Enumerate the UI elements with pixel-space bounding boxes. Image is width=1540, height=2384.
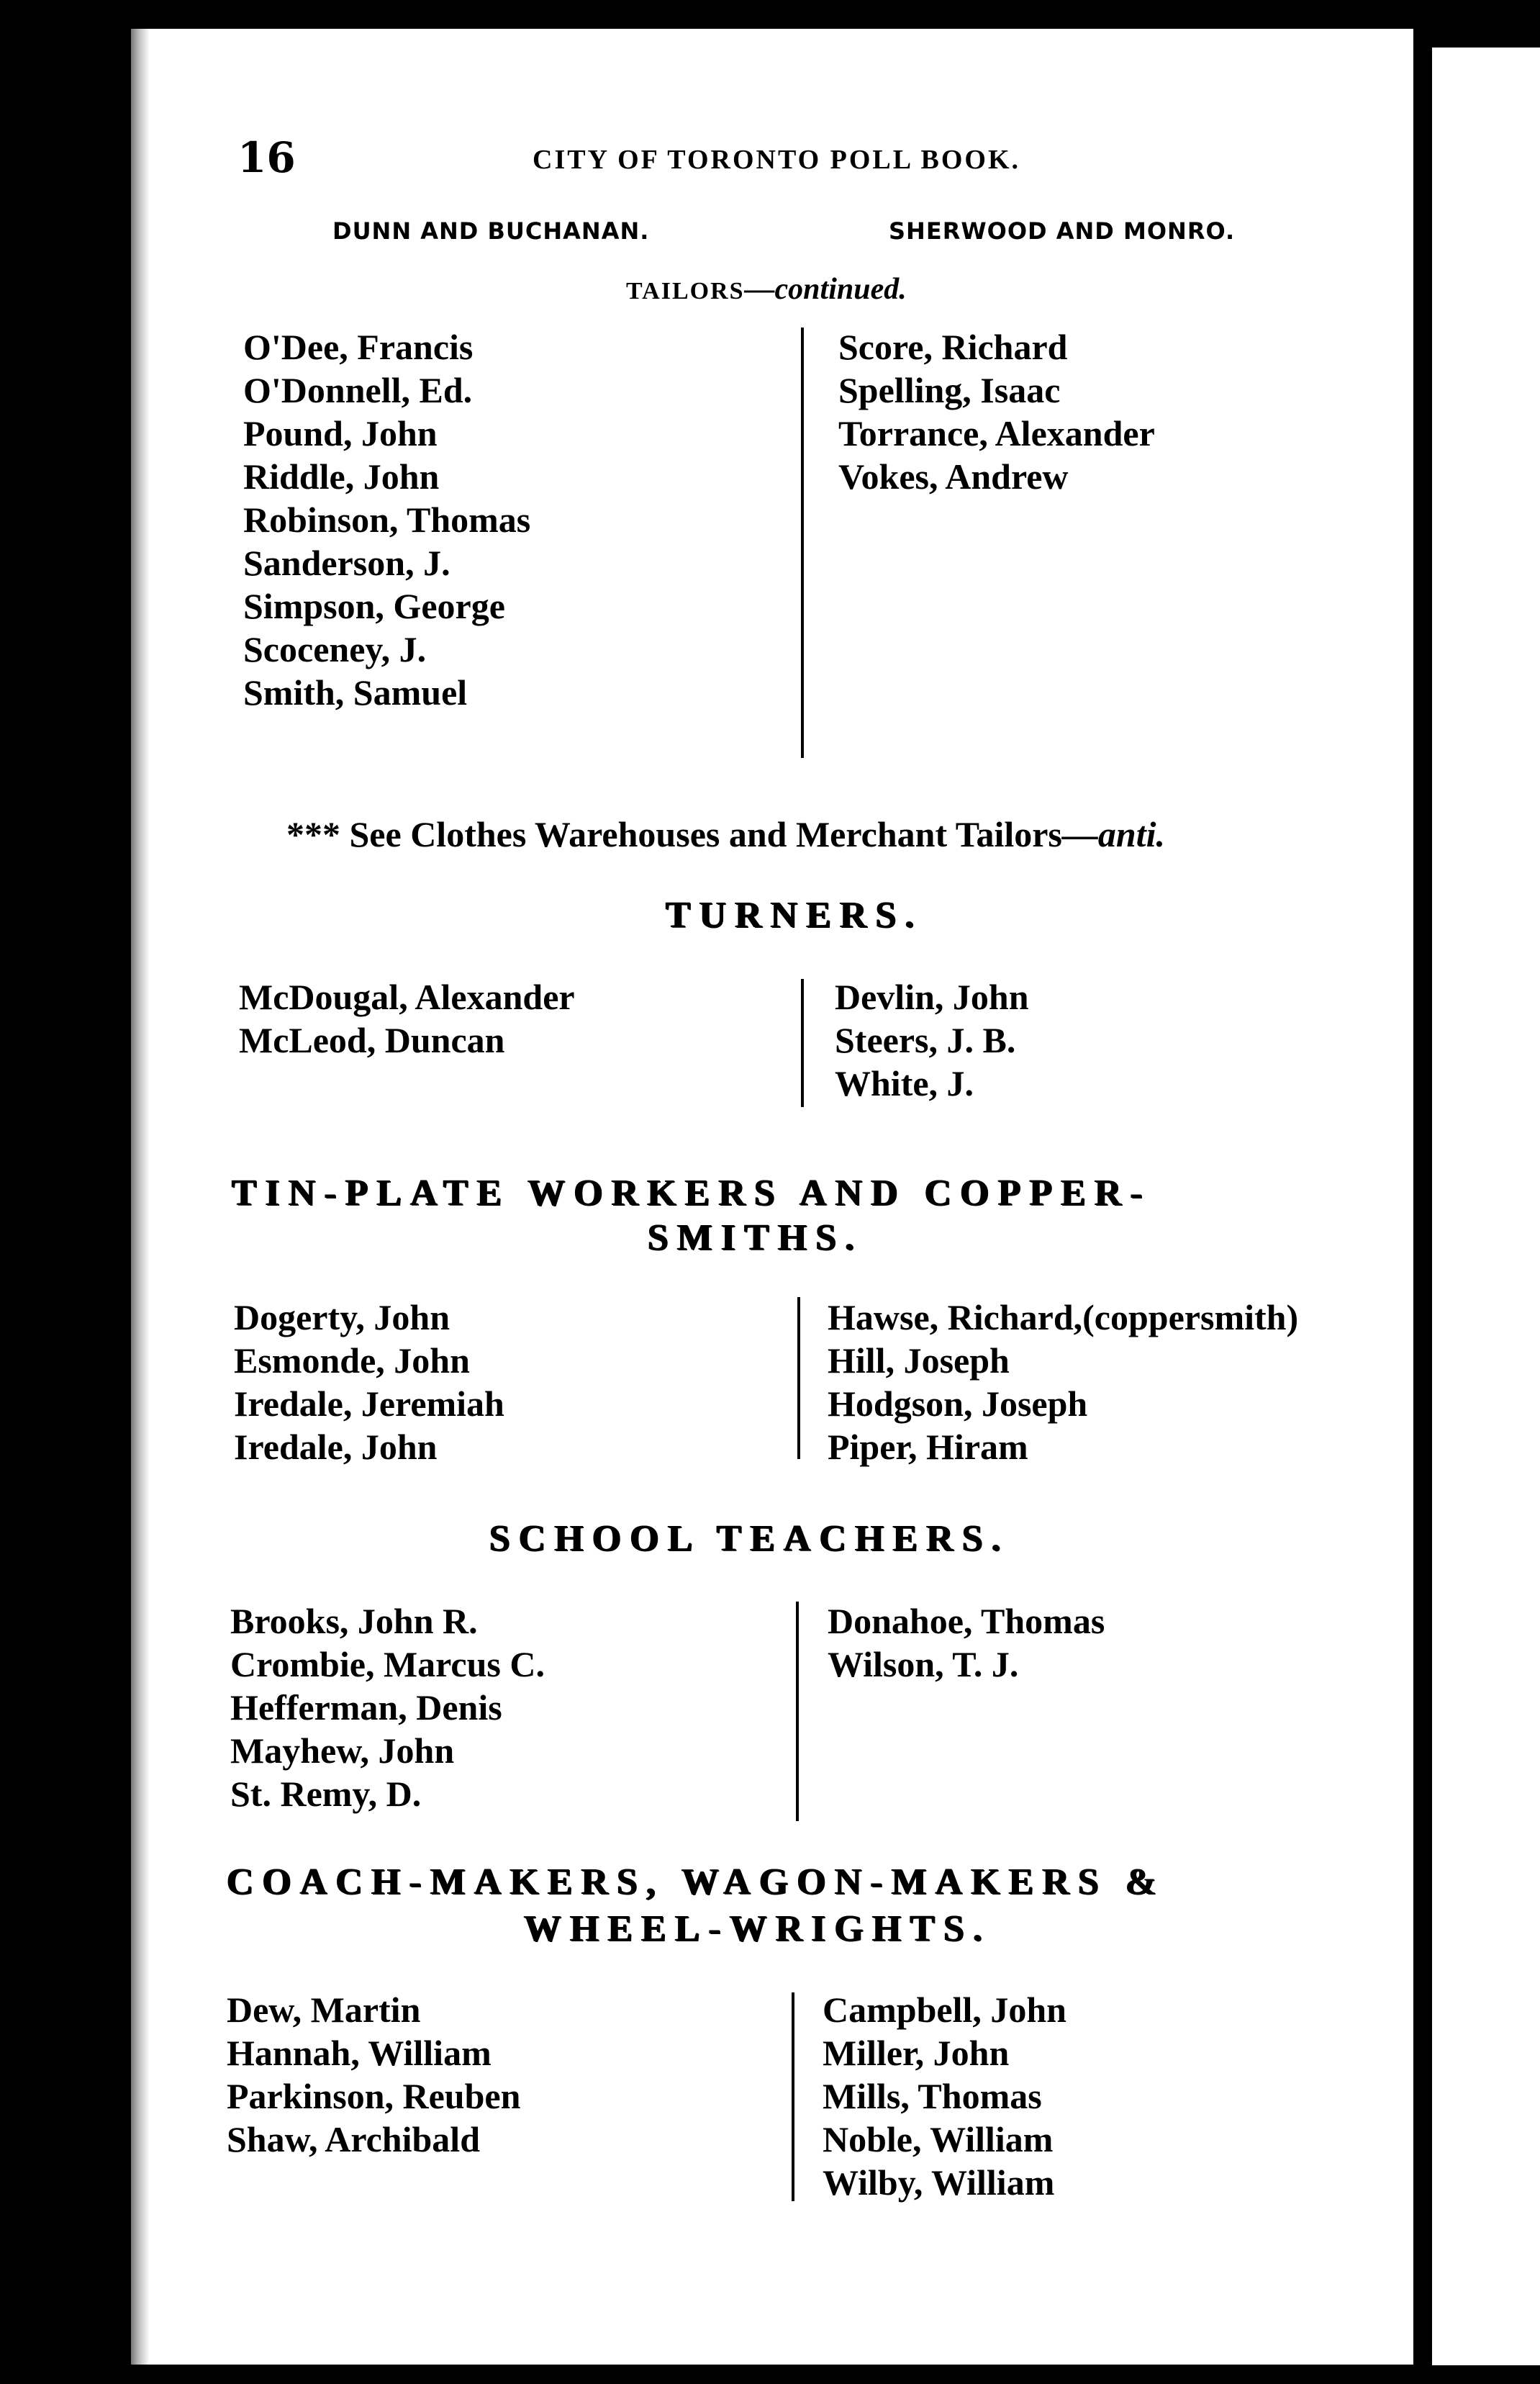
running-head: CITY OF TORONTO POLL BOOK. [533,145,1021,175]
list-item: Torrance, Alexander [838,413,1155,453]
list-item: Shaw, Archibald [227,2119,481,2159]
list-item: Campbell, John [823,1990,1066,2030]
list-item: Hodgson, Joseph [828,1383,1088,1424]
tailors-left-list [243,325,530,714]
tinplate-heading-line1: TIN-PLATE WORKERS AND COPPER- [232,1173,1151,1214]
list-item: Noble, William [823,2119,1054,2159]
list-item: St. Remy, D. [230,1774,422,1814]
list-item: Donahoe, Thomas [828,1601,1105,1641]
column-divider [797,1297,800,1459]
list-item: Miller, John [823,2033,1010,2073]
tinplate-left-list [234,1296,504,1468]
list-item: Score, Richard [838,327,1068,367]
tailors-heading [626,272,907,307]
school-teachers-left-list [230,1599,545,1815]
coach-makers-right-list [823,1988,1066,2204]
list-item: Mills, Thomas [823,2076,1042,2116]
note-text: *** See Clothes Warehouses and Merchant Tailors [286,814,1062,854]
list-item: Hefferman, Denis [230,1687,502,1728]
list-item: McLeod, Duncan [239,1020,505,1060]
list-item: Devlin, John [835,977,1029,1017]
list-item: Dogerty, John [234,1297,450,1337]
tinplate-heading-line2: SMITHS. [648,1217,864,1258]
coach-makers-heading-line2: WHEEL-WRIGHTS. [524,1908,992,1949]
list-item: Wilby, William [823,2162,1055,2203]
list-item: Brooks, John R. [230,1601,478,1641]
right-column-head: SHERWOOD AND MONRO. [889,217,1236,245]
turners-left-list [239,975,575,1062]
school-teachers-heading: SCHOOL TEACHERS. [489,1518,1010,1559]
list-item: Riddle, John [243,456,440,497]
list-item: Hill, Joseph [828,1340,1010,1381]
list-item: Parkinson, Reuben [227,2076,521,2116]
tinplate-right-list [828,1296,1298,1468]
facing-page-edge [1432,48,1540,2365]
list-item: Pound, John [243,413,438,453]
list-item: Scoceney, J. [243,629,427,669]
list-item: Vokes, Andrew [838,456,1069,497]
note-suffix: —anti. [1061,814,1165,854]
column-divider [792,1992,794,2201]
list-item: Steers, J. B. [835,1020,1016,1060]
tailors-heading-label: TAILORS [626,278,745,304]
turners-heading: TURNERS. [666,895,923,936]
page-number: 16 [237,133,296,182]
page-gutter-shadow [131,29,150,2365]
list-item: McDougal, Alexander [239,977,575,1017]
list-item: Hawse, Richard,(coppersmith) [828,1297,1299,1337]
list-item: Esmonde, John [234,1340,470,1381]
list-item: Iredale, Jeremiah [234,1383,504,1424]
list-item: Crombie, Marcus C. [230,1644,545,1684]
column-divider [796,1602,799,1821]
list-item: Simpson, George [243,586,505,626]
list-item: Piper, Hiram [828,1427,1028,1467]
turners-right-list [835,975,1029,1105]
list-item: Dew, Martin [227,1990,421,2030]
list-item: Iredale, John [234,1427,438,1467]
list-item: O'Dee, Francis [243,327,474,367]
list-item: Robinson, Thomas [243,500,531,540]
tailors-right-list [838,325,1155,498]
list-item: Spelling, Isaac [838,370,1061,410]
list-item: Mayhew, John [230,1730,455,1771]
list-item: O'Donnell, Ed. [243,370,473,410]
list-item: Hannah, William [227,2033,492,2073]
list-item: Wilson, T. J. [828,1644,1019,1684]
cross-reference-note [286,813,1165,855]
scan-left-margin [0,0,131,2384]
list-item: Smith, Samuel [243,672,468,713]
list-item: Sanderson, J. [243,543,450,583]
coach-makers-left-list [227,1988,520,2161]
list-item: White, J. [835,1063,974,1103]
left-column-head: DUNN AND BUCHANAN. [332,217,650,245]
column-divider [801,979,804,1107]
school-teachers-right-list [828,1599,1105,1686]
coach-makers-heading-line1: COACH-MAKERS, WAGON-MAKERS & [227,1861,1166,1902]
tailors-heading-continued: —continued. [744,273,907,306]
column-divider [801,328,804,758]
